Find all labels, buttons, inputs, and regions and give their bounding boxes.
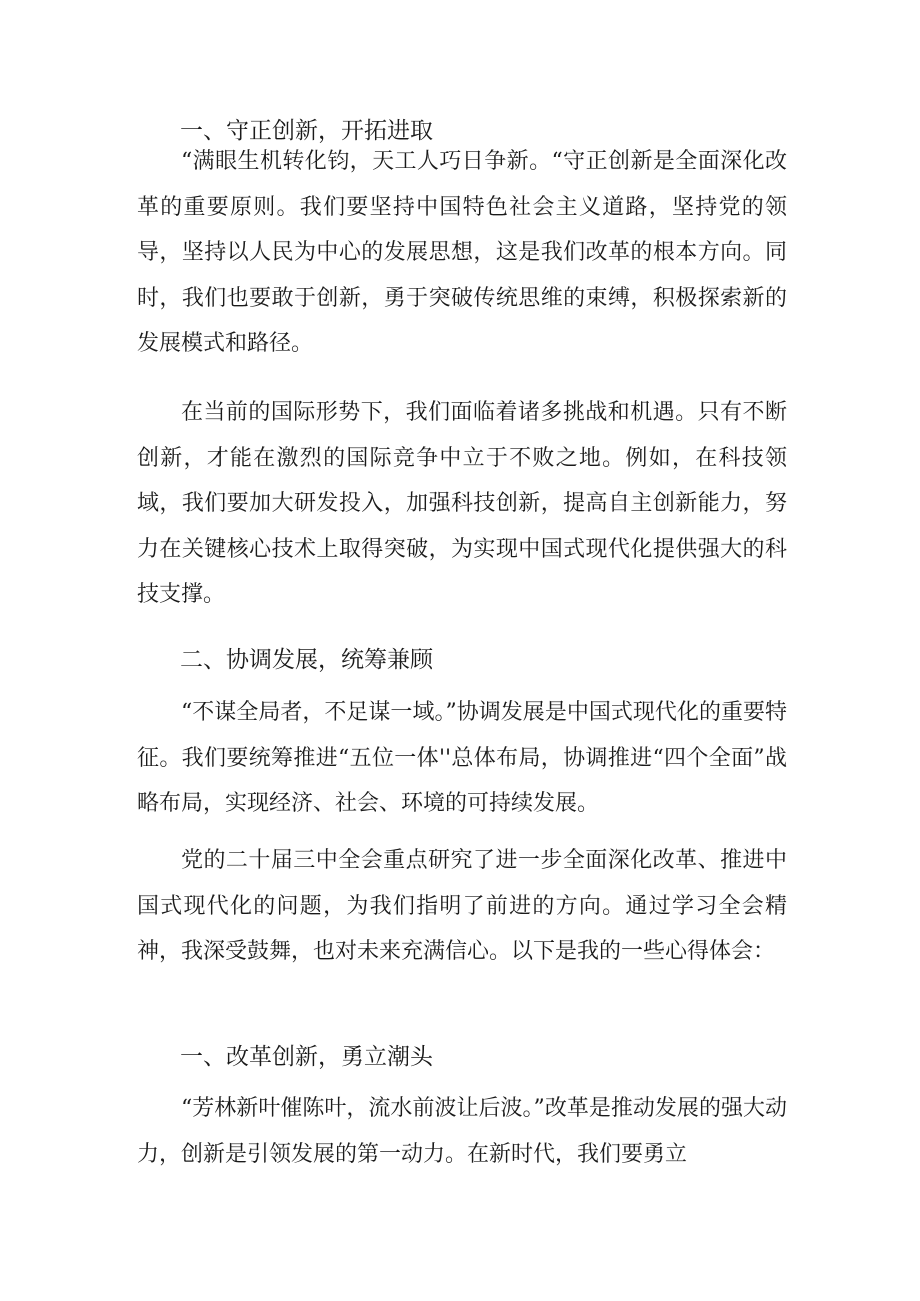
section-heading-2: 二、协调发展，统筹兼顾 (180, 647, 433, 673)
section-heading-3: 一、改革创新，勇立潮头 (180, 1044, 433, 1070)
paragraph-1-1: “满眼生机转化钧，天工人巧日争新。“守正创新是全面深化改革的重要原则。我们要坚持中国特色社会主义道路，坚持党的领导，坚持以人民为中心的发展思想，这是我们改革的根本方向。同时，我们也要敢于创新，勇于突破传统思维的束缚，积极探索新的发展模式和路径。 (137, 149, 787, 356)
section-heading-1: 一、守正创新，开拓进取 (180, 118, 433, 144)
paragraph-2-2: 党的二十届三中全会重点研究了进一步全面深化改革、推进中国式现代化的问题，为我们指明了前进的方向。通过学习全会精神，我深受鼓舞，也对未来充满信心。以下是我的一些心得体会： (137, 848, 787, 964)
paragraph-1-2: 在当前的国际形势下，我们面临着诸多挑战和机遇。只有不断创新，才能在激烈的国际竞争中立于不败之地。例如，在科技领域，我们要加大研发投入，加强科技创新，提高自主创新能力，努力在关键核心技术上取得突破，为实现中国式现代化提供强大的科技支撑。 (137, 400, 787, 607)
paragraph-3-1: “芳林新叶催陈叶，流水前波让后波。”改革是推动发展的强大动力，创新是引领发展的第一动力。在新时代，我们要勇立 (137, 1096, 787, 1167)
paragraph-2-1: “不谋全局者，不足谋一域。”协调发展是中国式现代化的重要特征。我们要统筹推进“五位一体''总体布局，协调推进“四个全面”战略布局，实现经济、社会、环境的可持续发展。 (137, 700, 787, 816)
